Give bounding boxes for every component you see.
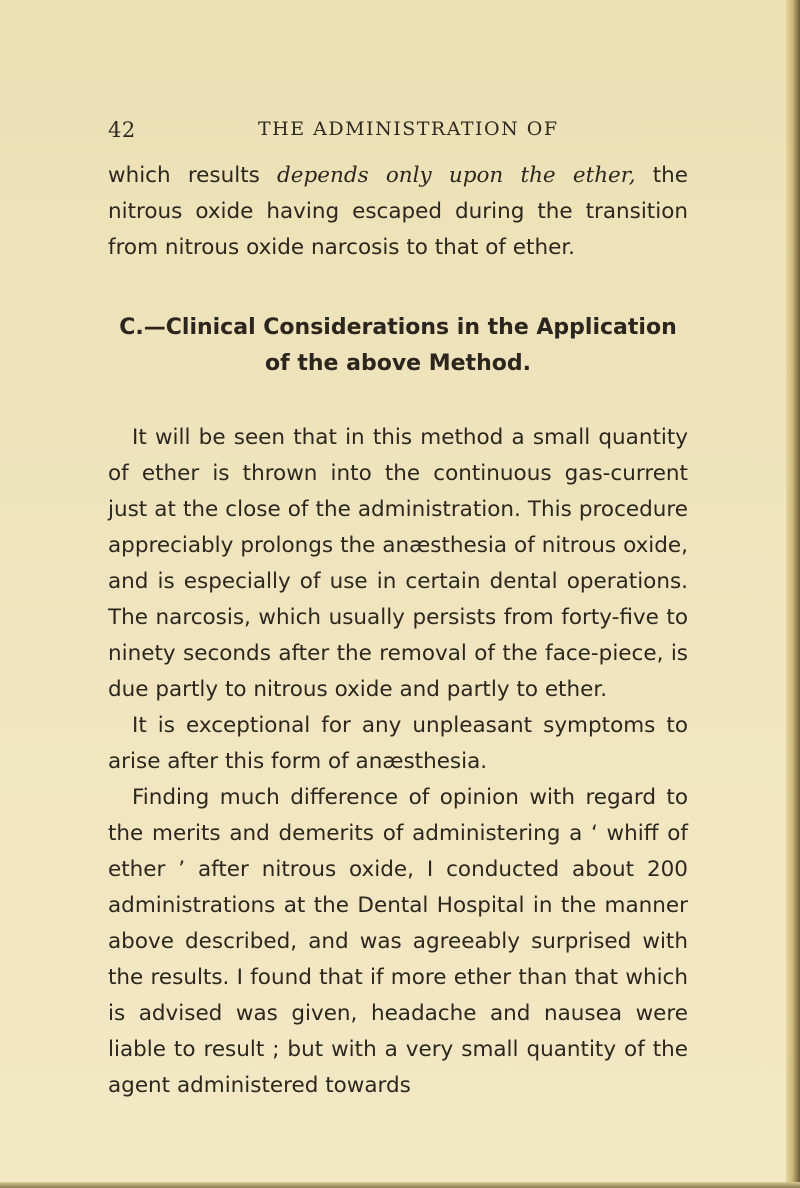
paragraph-3: Finding much difference of opinion with regard to the merits and demerits of administering a ‘ whiff of ether ’ after nitrous oxide, I conducted about 200 administrations at the Dental Hospital in the manner above described, and was agreeably surprised with the results. I found that if more ether than that which is advised was given, headache and nausea were liable to result ; but with a very small quantity of the agent administered towards (108, 785, 688, 1098)
running-title: THE ADMINISTRATION OF (258, 118, 559, 140)
intro-italic-text: depends only upon the ether, (277, 163, 636, 188)
section-heading (108, 310, 688, 382)
section-heading-line-2: of the above Method. (265, 351, 531, 376)
body-text (108, 158, 688, 1104)
intro-paragraph (108, 158, 688, 266)
paragraph-1: It will be seen that in this method a small quantity of ether is thrown into the continuous gas-current just at the close of the administration. This procedure appreciably prolongs the anæsthesia of nitrous oxide, and is especially of use in certain dental operations. The narcosis, which usually persists from forty-five to ninety seconds after the removal of the face-piece, is due partly to nitrous oxide and partly to ether. (108, 425, 688, 702)
running-head (108, 118, 688, 148)
page-bottom-edge (0, 1182, 800, 1188)
page-number: 42 (108, 118, 136, 142)
page-edge-shadow (786, 0, 800, 1188)
intro-text-after: the nitrous oxide having escaped during the transition from nitrous oxide narcosis to that of ether. (108, 163, 689, 260)
intro-text-before: which results (108, 163, 278, 188)
section-heading-line-1: C.—Clinical Considerations in the Application (119, 315, 677, 340)
paragraph-2: It is exceptional for any unpleasant symptoms to arise after this form of anæsthesia. (108, 713, 688, 774)
